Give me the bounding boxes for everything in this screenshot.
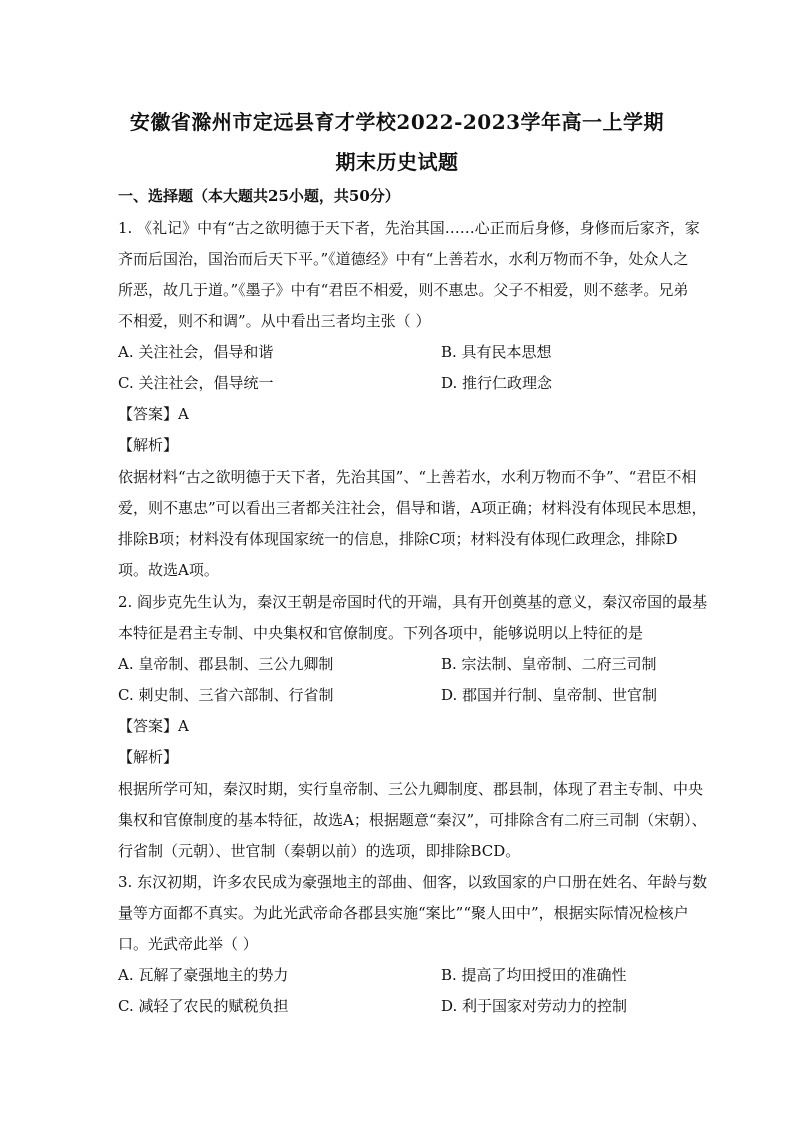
q3-stem-line: 口。光武帝此举（ ） — [118, 935, 258, 953]
q1-answer: 【答案】A — [118, 405, 189, 423]
document-title-line-1: 安徽省滁州市定远县育才学校2022-2023学年高一上学期 — [129, 110, 665, 134]
q1-stem-line: 所恶，故几于道。”《墨子》中有“君臣不相爱，则不惠忠。父子不相爱，则不慈孝。兄弟 — [118, 281, 689, 299]
q2-option-a: A. 皇帝制、郡县制、三公九卿制 — [118, 655, 334, 673]
q3-option-c: C. 减轻了农民的赋税负担 — [118, 997, 289, 1015]
q1-stem-line: 齐而后国治，国治而后天下平。”《道德经》中有“上善若水，水利万物而不争，处众人之 — [118, 250, 689, 268]
q1-option-b: B. 具有民本思想 — [441, 343, 552, 361]
q1-stem-line: 1. 《礼记》中有“古之欲明德于天下者，先治其国……心正而后身修，身修而后家齐，家 — [118, 219, 700, 237]
q2-option-c: C. 刺史制、三省六部制、行省制 — [118, 686, 334, 704]
q1-analysis-line: 排除B项；材料没有体现国家统一的信息，排除C项；材料没有体现仁政理念，排除D — [118, 530, 678, 548]
q1-stem-line: 不相爱，则不和调”。从中看出三者均主张（ ） — [118, 312, 431, 330]
q1-analysis-label: 【解析】 — [118, 436, 179, 454]
q2-stem-line: 本特征是君主专制、中央集权和官僚制度。下列各项中，能够说明以上特征的是 — [118, 624, 644, 642]
q1-option-d: D. 推行仁政理念 — [441, 374, 553, 392]
q2-analysis-label: 【解析】 — [118, 748, 179, 766]
document-title-line-2: 期末历史试题 — [335, 150, 459, 174]
q1-analysis-line: 爱，则不惠忠”可以看出三者都关注社会，倡导和谐，A项正确；材料没有体现民本思想， — [118, 499, 707, 517]
q3-option-b: B. 提高了均田授田的准确性 — [441, 966, 627, 984]
q2-option-b: B. 宗法制、皇帝制、二府三司制 — [441, 655, 657, 673]
q1-option-a: A. 关注社会，倡导和谐 — [118, 343, 274, 361]
q2-option-d: D. 郡国并行制、皇帝制、世官制 — [441, 686, 658, 704]
q2-analysis-line: 根据所学可知，秦汉时期，实行皇帝制、三公九卿制度、郡县制，体现了君主专制、中央 — [118, 780, 704, 798]
q3-option-a: A. 瓦解了豪强地主的势力 — [118, 966, 289, 984]
section-heading: 一、选择题（本大题共25小题，共50分） — [118, 187, 400, 205]
q2-stem-line: 2. 阎步克先生认为，秦汉王朝是帝国时代的开端，具有开创奠基的意义，秦汉帝国的最基 — [118, 593, 708, 611]
q3-option-d: D. 利于国家对劳动力的控制 — [441, 997, 628, 1015]
q1-analysis-line: 依据材料“古之欲明德于天下者，先治其国”、“上善若水，水利万物而不争”、“君臣不相 — [118, 468, 697, 486]
q3-stem-line: 3. 东汉初期，许多农民成为豪强地主的部曲、佃客，以致国家的户口册在姓名、年龄与数 — [118, 873, 708, 891]
q1-analysis-line: 项。故选A项。 — [118, 561, 219, 579]
q2-analysis-line: 行省制（元朝）、世官制（秦朝以前）的选项，即排除BCD。 — [118, 842, 521, 860]
q2-answer: 【答案】A — [118, 717, 189, 735]
q2-analysis-line: 集权和官僚制度的基本特征，故选A；根据题意“秦汉”，可排除含有二府三司制（宋朝）、 — [118, 811, 707, 829]
q3-stem-line: 量等方面都不真实。为此光武帝命各郡县实施“案比”“聚人田中”，根据实际情况检核户 — [118, 904, 689, 922]
q1-option-c: C. 关注社会，倡导统一 — [118, 374, 274, 392]
